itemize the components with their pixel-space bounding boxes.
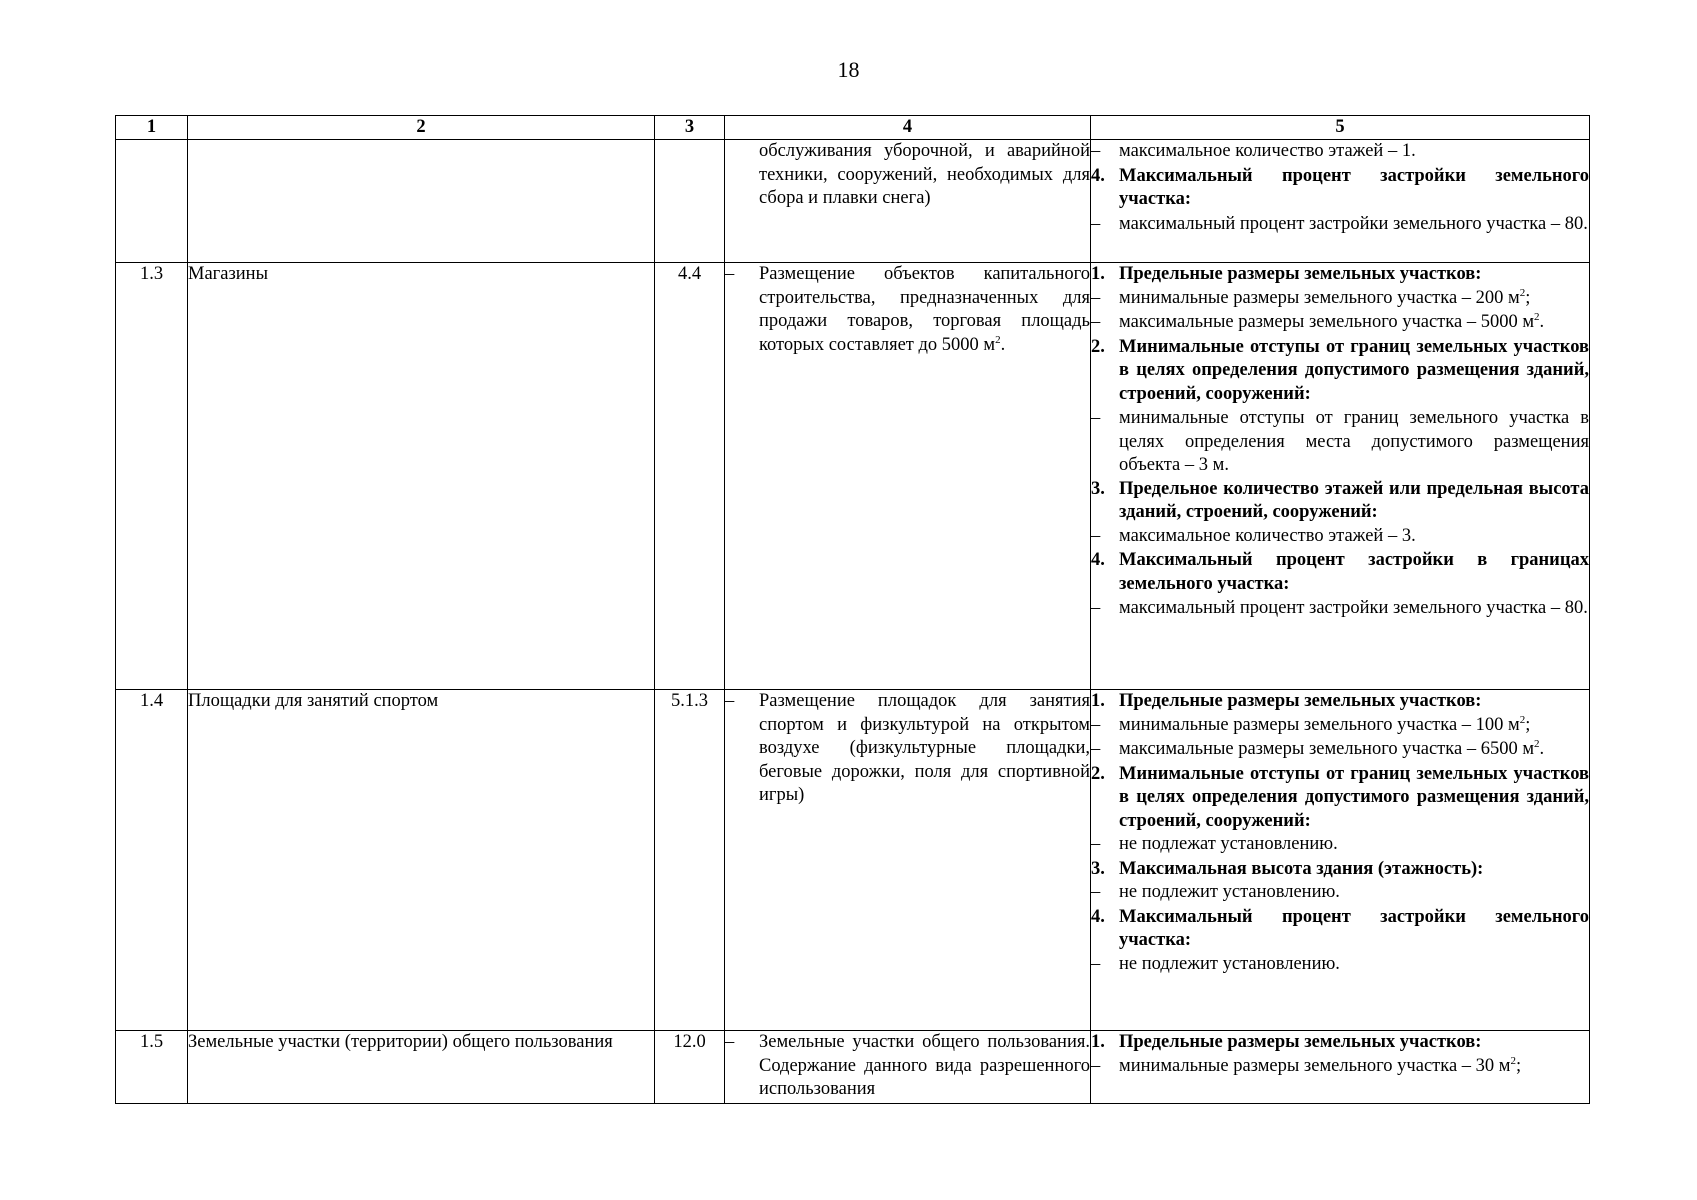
param-item: – минимальные размеры земельного участка – 200 $м^2$; xyxy=(1091,286,1531,308)
column-header: 1 xyxy=(116,116,188,140)
row-description: – Земельные участки общего пользования. Содержание данного вида разрешенного использования xyxy=(725,1031,1091,1104)
row-parameters xyxy=(1091,690,1590,1031)
param-item: – максимальные размеры земельного участка – 5000 $м^2$. xyxy=(1091,310,1545,332)
row-code: 12.0 xyxy=(655,1031,725,1104)
column-header: 2 xyxy=(188,116,655,140)
param-heading: 4. Максимальный процент застройки земельного участка: xyxy=(1091,165,1589,209)
column-header: 4 xyxy=(725,116,1091,140)
param-item: – максимальное количество этажей – 3. xyxy=(1091,525,1416,546)
row-number: 1.4 xyxy=(116,690,188,1031)
param-heading: 1. Предельные размеры земельных участков: xyxy=(1091,691,1482,711)
param-heading: 3. Максимальная высота здания (этажность): xyxy=(1091,858,1484,879)
param-heading: 3. Предельное количество этажей или предельная высота зданий, строений, сооружений: xyxy=(1091,478,1589,522)
row-parameters xyxy=(1091,1031,1590,1104)
page-number: 18 xyxy=(837,57,860,82)
table-header-row xyxy=(116,116,1590,140)
param-heading: 4. Максимальный процент застройки земельного участка: xyxy=(1091,906,1589,950)
param-item: – максимальный процент застройки земельного участка – 80. xyxy=(1091,598,1588,618)
row-number: 1.5 xyxy=(116,1031,188,1104)
param-item: – не подлежит установлению. xyxy=(1091,882,1340,902)
param-heading: 2. Минимальные отступы от границ земельных участков в целях определения допустимого размещения зданий, строений, сооружений: xyxy=(1091,763,1589,831)
param-item: – минимальные размеры земельного участка – 30 $м^2$; xyxy=(1091,1054,1522,1076)
param-heading: 1. Предельные размеры земельных участков: xyxy=(1091,1032,1482,1052)
param-item: – не подлежит установлению. xyxy=(1091,953,1340,974)
description-text: Размещение объектов капитального строительства, предназначенных для продажи товаров, торговая площадь которых составляет до 5000 м xyxy=(759,264,1090,355)
description-text: Размещение площадок для занятия спортом и физкультурой на открытом воздухе (физкультурные площадки, беговые дорожки, поля для спортивной игры) xyxy=(759,691,1090,805)
table-row xyxy=(116,263,1590,690)
param-heading: 1. Предельные размеры земельных участков: xyxy=(1091,264,1482,284)
param-heading: 4. Максимальный процент застройки в границах земельного участка: xyxy=(1091,550,1589,594)
table-row xyxy=(116,1031,1590,1104)
row-name: Площадки для занятий спортом xyxy=(188,690,655,1031)
row-parameters xyxy=(1091,140,1590,263)
param-item: – максимальный процент застройки земельного участка – 80. xyxy=(1091,213,1588,234)
description-text: Земельные участки общего пользования. Содержание данного вида разрешенного использования xyxy=(759,1032,1090,1099)
param-item: – минимальные размеры земельного участка – 100 $м^2$; xyxy=(1091,713,1531,735)
param-item: – минимальные отступы от границ земельного участка в целях определения места допустимого размещения объекта – 3 м. xyxy=(1091,408,1589,475)
row-number: 1.3 xyxy=(116,263,188,690)
row-name: Магазины xyxy=(188,263,655,690)
row-code: 5.1.3 xyxy=(655,690,725,1031)
land-use-table xyxy=(115,115,1590,1104)
row-code xyxy=(655,140,725,263)
table-row xyxy=(116,690,1590,1031)
row-name: Земельные участки (территории) общего пользования xyxy=(188,1031,655,1104)
param-item: – максимальные размеры земельного участка – 6500 $м^2$. xyxy=(1091,737,1545,759)
param-item: – не подлежат установлению. xyxy=(1091,834,1338,854)
row-name xyxy=(188,140,655,263)
row-parameters xyxy=(1091,263,1590,690)
column-header: 3 xyxy=(655,116,725,140)
column-header: 5 xyxy=(1091,116,1590,140)
row-description xyxy=(725,140,1091,263)
row-code: 4.4 xyxy=(655,263,725,690)
row-number xyxy=(116,140,188,263)
table-row xyxy=(116,140,1590,263)
param-item: – максимальное количество этажей – 1. xyxy=(1091,141,1416,161)
row-description: – Размещение площадок для занятия спортом и физкультурой на открытом воздухе (физкультурные площадки, беговые дорожки, поля для спортивной игры) xyxy=(725,690,1091,1031)
param-heading: 2. Минимальные отступы от границ земельных участков в целях определения допустимого размещения зданий, строений, сооружений: xyxy=(1091,336,1589,404)
row-description: – Размещение объектов капитального строительства, предназначенных для продажи товаров, торговая площадь которых составляет до 5000 $м^2$. xyxy=(725,263,1091,690)
description-text: обслуживания уборочной, и аварийной техники, сооружений, необходимых для сбора и плавки снега) xyxy=(759,141,1090,208)
